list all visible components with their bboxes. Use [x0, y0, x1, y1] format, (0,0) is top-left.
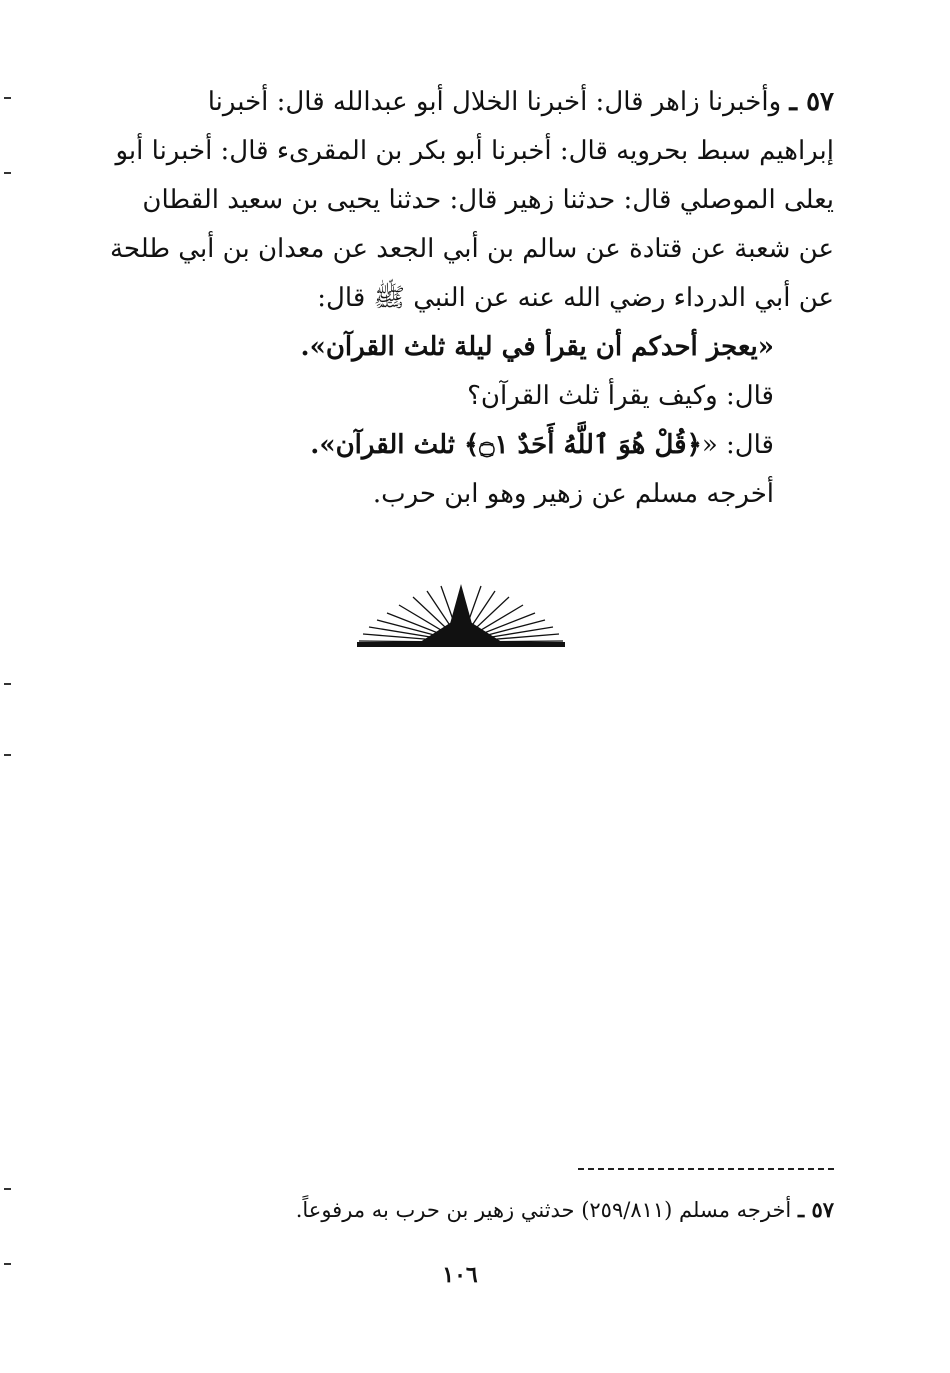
hadith-number: ٥٧ ـ	[789, 87, 834, 117]
margin-tick	[4, 1263, 11, 1265]
isnad-line-5: عن أبي الدرداء رضي الله عنه عن النبي ﷺ قال:	[317, 283, 834, 313]
margin-tick	[4, 683, 11, 685]
quran-verse: ﴿قُلْ هُوَ ٱللَّهُ أَحَدٌ ۝١﴾	[464, 430, 702, 460]
isnad-line-1: ٥٧ ـ وأخبرنا زاهر قال: أخبرنا الخلال أبو عبدالله قال: أخبرنا	[207, 87, 834, 117]
question-line: قال: وكيف يقرأ ثلث القرآن؟	[467, 381, 774, 411]
hadith-matn: «يعجز أحدكم أن يقرأ في ليلة ثلث القرآن».	[300, 332, 774, 362]
isnad-line-3: يعلى الموصلي قال: حدثنا زهير قال: حدثنا يحيى بن سعيد القطان	[142, 185, 834, 215]
isnad-line-2: إبراهيم سبط بحرويه قال: أخبرنا أبو بكر بن المقرىء قال: أخبرنا أبو	[115, 136, 834, 166]
margin-tick	[4, 1188, 11, 1190]
margin-tick	[4, 97, 11, 99]
hadith-text-block	[84, 78, 834, 519]
footnote-text: أخرجه مسلم (٢٥٩/٨١١) حدثني زهير بن حرب به مرفوعاً.	[295, 1198, 792, 1222]
page-number: ١٠٦	[442, 1262, 478, 1288]
section-end-ornament	[357, 582, 565, 650]
footnote	[84, 1192, 834, 1228]
margin-tick	[4, 172, 11, 174]
answer-line: قال: «﴿قُلْ هُوَ ٱللَّهُ أَحَدٌ ۝١﴾ ثلث القرآن».	[310, 430, 774, 460]
footnote-separator	[578, 1168, 834, 1170]
margin-tick	[4, 754, 11, 756]
takhrij-line: أخرجه مسلم عن زهير وهو ابن حرب.	[372, 479, 774, 509]
isnad-line-4: عن شعبة عن قتادة عن سالم بن أبي الجعد عن معدان بن أبي طلحة	[109, 234, 834, 264]
footnote-number: ٥٧ ـ	[797, 1197, 834, 1222]
